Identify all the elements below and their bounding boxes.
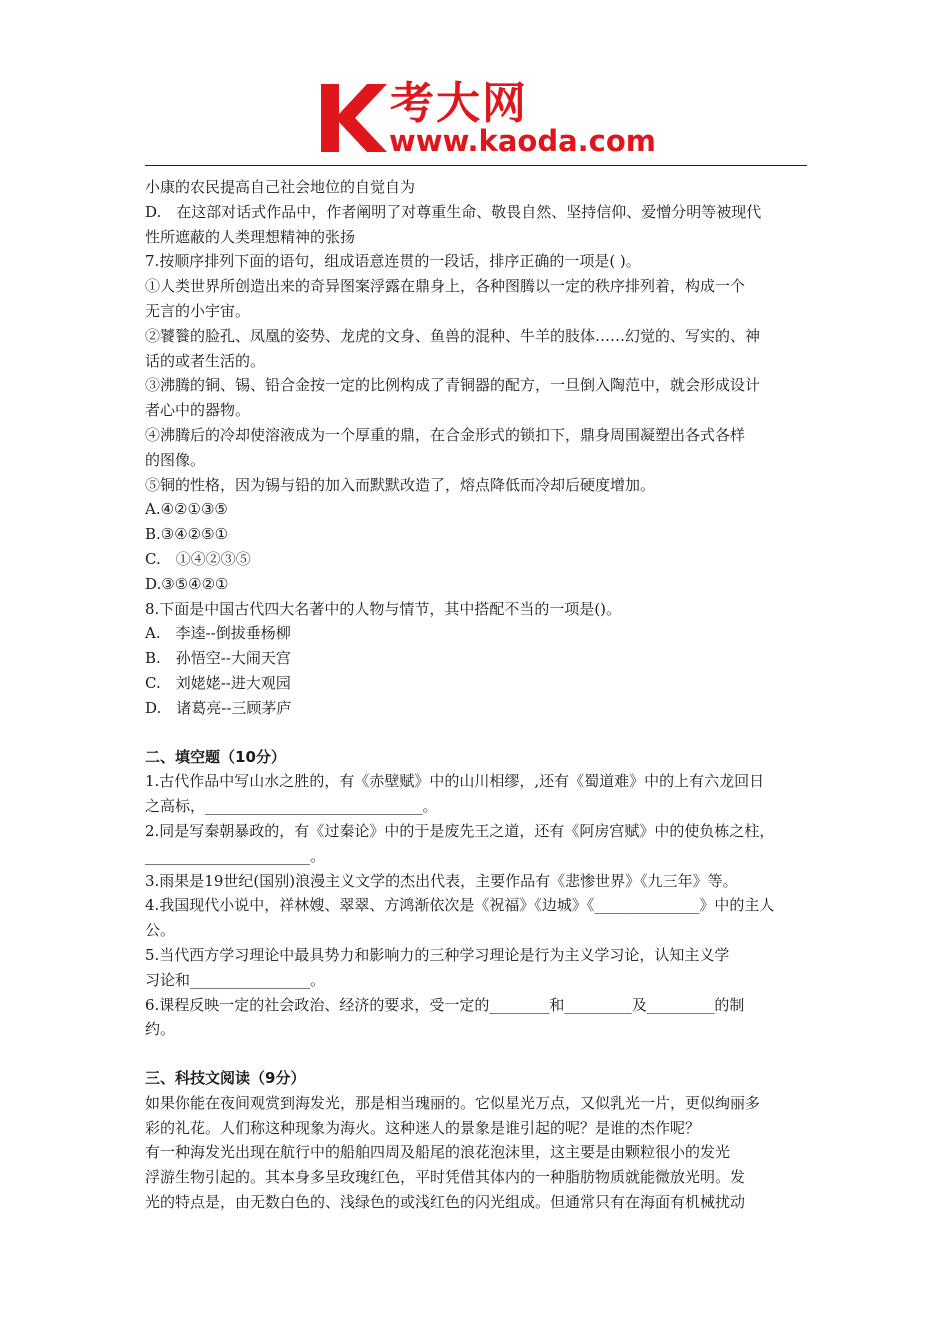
- section-heading: 二、填空题（10分）: [145, 747, 286, 766]
- text-line: ②饕餮的脸孔、凤凰的姿势、龙虎的文身、鱼兽的混种、牛羊的肢体……幻觉的、写实的、神: [145, 326, 761, 345]
- text-line: 彩的礼花。人们称这种现象为海火。这种迷人的景象是谁引起的呢？是谁的杰作呢？: [145, 1118, 701, 1137]
- text-line: 有一种海发光出现在航行中的船舶四周及船尾的浪花泡沫里，这主要是由颗粒很小的发光: [145, 1143, 731, 1162]
- text-line: ③沸腾的铜、锡、铅合金按一定的比例构成了青铜器的配方，一旦倒入陶范中，就会形成设计: [145, 376, 761, 395]
- option-c: C. ①④②③⑤: [145, 549, 251, 568]
- text-line: 如果你能在夜间观赏到海发光，那是相当瑰丽的。它似星光万点，又似乳光一片，更似绚丽多: [145, 1093, 761, 1112]
- text-line: ⑤铜的性格，因为锡与铅的加入而默默改造了，熔点降低而冷却后硬度增加。: [145, 475, 656, 494]
- text-line: ①人类世界所创造出来的奇异图案浮露在鼎身上，各种图腾以一定的秩序排列着，构成一个: [145, 277, 746, 296]
- option-d: D.③⑤④②①: [145, 574, 229, 593]
- text-line: ④沸腾后的冷却使溶液成为一个厚重的鼎，在合金形式的锁扣下，鼎身周围凝塑出各式各样: [145, 425, 746, 444]
- question-8-stem: 8.下面是中国古代四大名著中的人物与情节，其中搭配不当的一项是()。: [145, 599, 622, 618]
- text-line: 者心中的器物。: [145, 401, 251, 420]
- logo-brand-text: 考大网: [390, 78, 528, 129]
- section-heading: 三、科技文阅读（9分）: [145, 1069, 306, 1088]
- text-line: 无言的小宇宙。: [145, 301, 251, 320]
- text-line: 话的或者生活的。: [145, 351, 266, 370]
- text-line: D. 在这部对话式作品中，作者阐明了对尊重生命、敬畏自然、坚持信仰、爱憎分明等被现代: [145, 202, 762, 221]
- question-7-stem: 7.按顺序排列下面的语句，组成语意连贯的一段话，排序正确的一项是( )。: [145, 252, 641, 271]
- option-d: D. 诸葛亮--三顾茅庐: [145, 698, 292, 717]
- header-divider: [145, 165, 807, 166]
- text-line: 习论和________________。: [145, 970, 326, 989]
- text-line: 3.雨果是19世纪(国别)浪漫主义文学的杰出代表，主要作品有《悲惨世界》《九三年》等。: [145, 871, 738, 890]
- text-line: 小康的农民提高自己社会地位的自觉自为: [145, 178, 416, 196]
- text-line: 公。: [145, 921, 176, 940]
- text-line: 6.课程反映一定的社会政治、经济的要求，受一定的________和_________及_________的制: [145, 995, 745, 1014]
- text-line: 之高标，_____________________________。: [145, 797, 438, 816]
- option-b: B.③④②⑤①: [145, 525, 229, 544]
- text-line: 光的特点是，由无数白色的、浅绿色的或浅红色的闪光组成。但通常只有在海面有机械扰动: [145, 1193, 746, 1212]
- option-a: A. 李逵--倒拔垂杨柳: [145, 624, 291, 643]
- option-c: C. 刘姥姥--进大观园: [145, 673, 291, 692]
- text-line: 5.当代西方学习理论中最具势力和影响力的三种学习理论是行为主义学习论，认知主义学: [145, 945, 730, 964]
- text-line: 性所遮蔽的人类理想精神的张扬: [145, 227, 356, 246]
- text-line: 1.古代作品中写山水之胜的，有《赤壁赋》中的山川相缪，,还有《蜀道难》中的上有六龙回日: [145, 772, 765, 791]
- page-header: [145, 78, 807, 168]
- text-line: 2.同是写秦朝暴政的，有《过秦论》中的于是废先王之道，还有《阿房宫赋》中的使负栋之柱，: [145, 821, 775, 840]
- text-line: 约。: [145, 1020, 176, 1039]
- document-body: [145, 175, 813, 1215]
- option-b: B. 孙悟空--大闹天宫: [145, 649, 291, 668]
- kaoda-logo-k-icon: [317, 80, 389, 156]
- text-line: 4.我国现代小说中，祥林嫂、翠翠、方鸿渐依次是《祝福》《边城》《______________》中的主人: [145, 896, 775, 915]
- text-line: 的图像。: [145, 450, 206, 469]
- text-line: 浮游生物引起的。其本身多呈玫瑰红色，平时凭借其体内的一种脂肪物质就能微放光明。发: [145, 1168, 746, 1187]
- text-line: ______________________。: [145, 846, 326, 865]
- option-a: A.④②①③⑤: [145, 500, 228, 519]
- logo-url-text: www.kaoda.com: [389, 124, 656, 158]
